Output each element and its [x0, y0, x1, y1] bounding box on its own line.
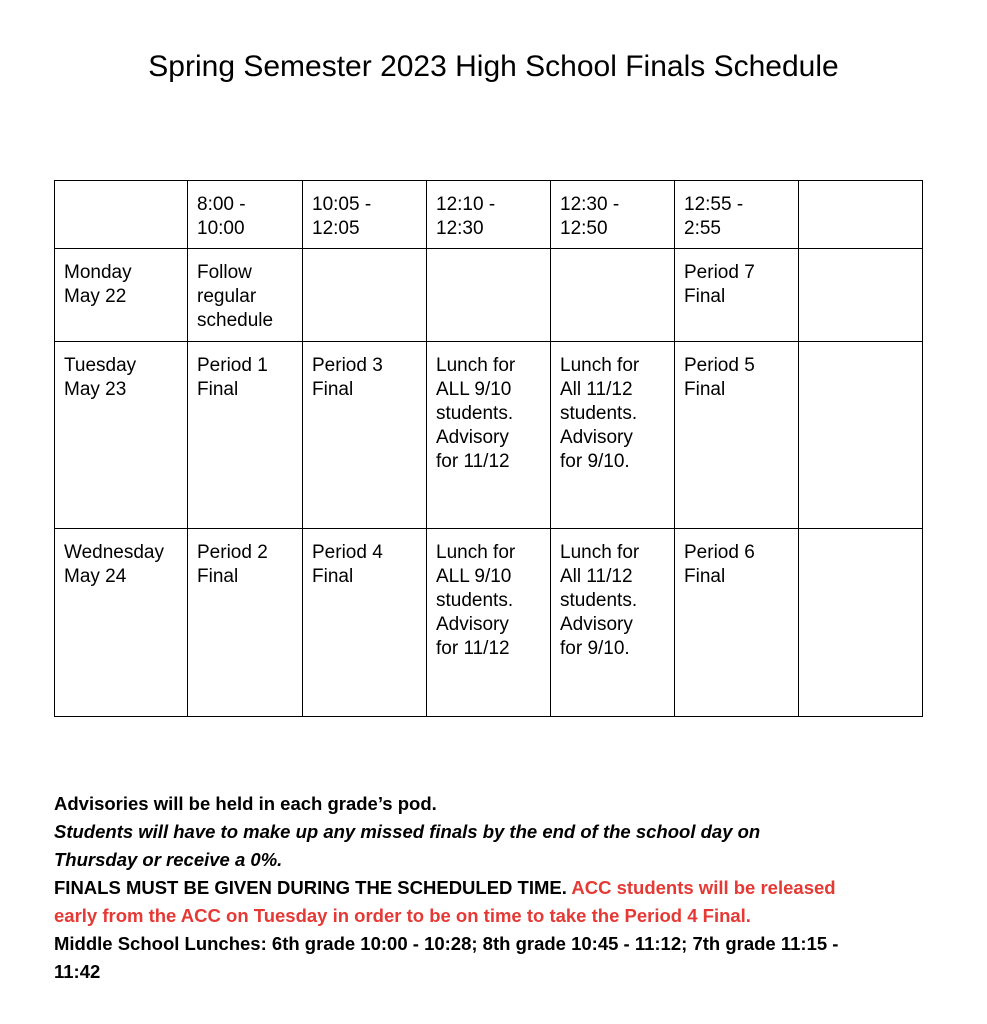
time-slot-header-cell [675, 181, 799, 249]
schedule-cell [427, 342, 551, 529]
cell-text-line: Wednesday [64, 542, 164, 563]
cell-text-line: regular [197, 286, 257, 307]
cell-text-line: Lunch for [560, 355, 640, 376]
cell-text-line: Advisory [436, 614, 509, 635]
acc-release-note-line-2: early from the ACC on Tuesday in order to be on time to take the Period 4 Final. [54, 905, 751, 926]
document-title: Spring Semester 2023 High School Finals Schedule [148, 50, 839, 83]
cell-text-line: Period 2 [197, 542, 268, 563]
cell-text-line: Lunch for [436, 542, 516, 563]
cell-text-line: for 9/10. [560, 638, 630, 659]
monday-row [55, 249, 923, 342]
cell-text-line: Follow [197, 262, 252, 283]
cell-text-line: 12:30 - [560, 194, 620, 215]
cell-text-line: 10:00 [197, 218, 245, 239]
cell-text-line: Final [312, 566, 354, 587]
advisories-note: Advisories will be held in each grade’s pod. [54, 793, 437, 814]
cell-text-line: ALL 9/10 [436, 379, 512, 400]
day-cell [55, 529, 188, 717]
cell-text-line: 12:55 - [684, 194, 744, 215]
schedule-cell [551, 249, 675, 342]
cell-text-line: 2:55 [684, 218, 721, 239]
cell-text-line: May 23 [64, 379, 127, 400]
cell-text-line: Final [684, 286, 726, 307]
schedule-cell [427, 249, 551, 342]
cell-text-line: Lunch for [436, 355, 516, 376]
cell-text-line: Period 5 [684, 355, 755, 376]
finals-schedule-table [54, 180, 923, 717]
cell-text-line: 10:05 - [312, 194, 372, 215]
cell-text-line: for 11/12 [436, 638, 510, 659]
cell-text-line: students. [560, 590, 638, 611]
finals-note-line-1 [54, 874, 934, 902]
cell-text-line: students. [436, 590, 514, 611]
makeup-note-line-1: Students will have to make up any missed finals by the end of the school day on [54, 821, 761, 842]
cell-text-line: Period 3 [312, 355, 383, 376]
time-slot-header-cell [799, 181, 923, 249]
schedule-cell [799, 342, 923, 529]
schedule-cell [303, 342, 427, 529]
schedule-cell [303, 249, 427, 342]
cell-text-line: Final [312, 379, 354, 400]
schedule-cell [675, 529, 799, 717]
schedule-cell [303, 529, 427, 717]
schedule-cell [551, 529, 675, 717]
tuesday-row [55, 342, 923, 529]
cell-text-line: 12:05 [312, 218, 360, 239]
cell-text-line: Tuesday [64, 355, 137, 376]
schedule-cell [675, 342, 799, 529]
schedule-cell [675, 249, 799, 342]
time-slot-header-cell [551, 181, 675, 249]
cell-text-line: Monday [64, 262, 132, 283]
schedule-cell [188, 342, 303, 529]
middle-school-lunches-line-1: Middle School Lunches: 6th grade 10:00 - 10:28; 8th grade 10:45 - 11:12; 7th grade 11:15 - [54, 933, 839, 954]
schedule-cell [188, 529, 303, 717]
cell-text-line: 12:50 [560, 218, 608, 239]
wednesday-row [55, 529, 923, 717]
day-cell [55, 249, 188, 342]
middle-school-lunches-line-2: 11:42 [54, 961, 101, 982]
day-cell [55, 342, 188, 529]
cell-text-line: 8:00 - [197, 194, 246, 215]
cell-text-line: Advisory [560, 427, 633, 448]
notes-section [54, 790, 934, 986]
cell-text-line: for 9/10. [560, 451, 630, 472]
cell-text-line: schedule [197, 310, 274, 331]
time-slot-header-cell [303, 181, 427, 249]
schedule-cell [551, 342, 675, 529]
schedule-cell [799, 249, 923, 342]
time-slot-header-cell [55, 181, 188, 249]
cell-text-line: 12:10 - [436, 194, 496, 215]
cell-text-line: Period 1 [197, 355, 268, 376]
cell-text-line: Period 7 [684, 262, 755, 283]
time-slot-header-cell [427, 181, 551, 249]
cell-text-line: All 11/12 [560, 566, 633, 587]
cell-text-line: Period 6 [684, 542, 755, 563]
cell-text-line: for 11/12 [436, 451, 510, 472]
cell-text-line: Final [197, 379, 239, 400]
finals-scheduled-time-note: FINALS MUST BE GIVEN DURING THE SCHEDULED TIME. [54, 877, 567, 898]
cell-text-line: Advisory [560, 614, 633, 635]
acc-release-note: ACC students will be released [571, 877, 836, 898]
cell-text-line: 12:30 [436, 218, 484, 239]
schedule-cell [188, 249, 303, 342]
schedule-cell [427, 529, 551, 717]
time-slot-header-cell [188, 181, 303, 249]
schedule-cell [799, 529, 923, 717]
cell-text-line: Advisory [436, 427, 509, 448]
cell-text-line: All 11/12 [560, 379, 633, 400]
cell-text-line: Final [684, 566, 726, 587]
cell-text-line: May 22 [64, 286, 127, 307]
cell-text-line: Period 4 [312, 542, 383, 563]
makeup-note-line-2: Thursday or receive a 0%. [54, 849, 283, 870]
cell-text-line: students. [560, 403, 638, 424]
cell-text-line: Lunch for [560, 542, 640, 563]
cell-text-line: Final [684, 379, 726, 400]
header-row [55, 181, 923, 249]
cell-text-line: ALL 9/10 [436, 566, 512, 587]
cell-text-line: May 24 [64, 566, 127, 587]
cell-text-line: Final [197, 566, 239, 587]
cell-text-line: students. [436, 403, 514, 424]
